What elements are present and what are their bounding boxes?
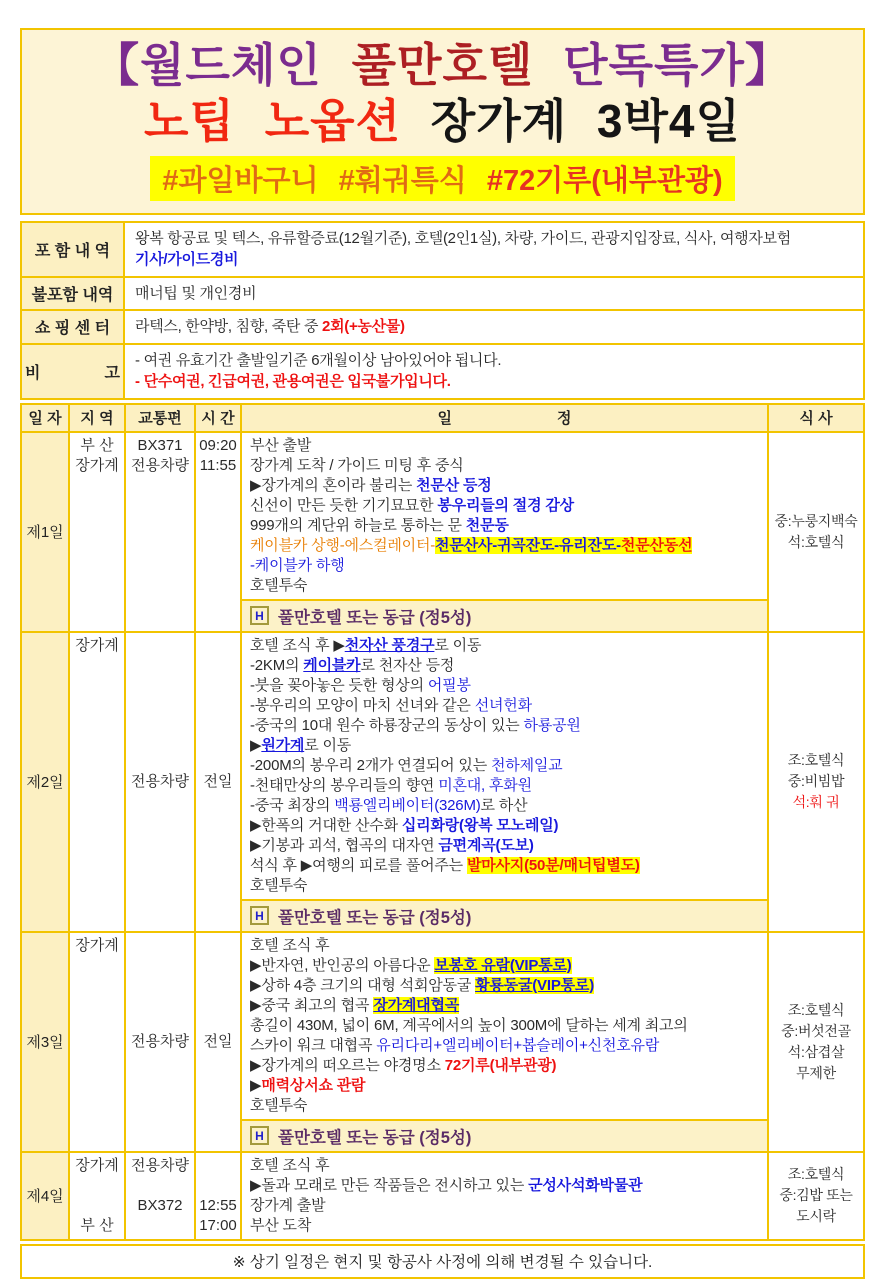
info-table xyxy=(20,221,865,400)
text-run: #72기루(내부관광) xyxy=(486,164,723,197)
time-cell xyxy=(194,933,240,1151)
meal-line xyxy=(788,771,845,792)
info-row-label: 비 고 xyxy=(22,345,125,398)
hotel-banner xyxy=(242,899,767,931)
text-run: ▶장가계의 혼이라 불리는 xyxy=(250,476,417,494)
schedule-line xyxy=(250,1016,763,1036)
schedule-line xyxy=(250,956,763,976)
schedule-line xyxy=(250,1056,763,1076)
text-run: 조:호텔식 xyxy=(787,752,845,769)
col-line xyxy=(95,1176,99,1196)
schedule-line xyxy=(250,1196,763,1216)
text-run: 중:버섯전골 xyxy=(781,1022,851,1039)
header-transport: 교통편 xyxy=(124,405,194,431)
col-line: 부 산 xyxy=(80,436,114,454)
text-run: 무제한 xyxy=(796,1064,836,1081)
col-line: 부 산 xyxy=(80,1216,114,1234)
text-run: -케이블카 하행 xyxy=(250,556,345,574)
info-row-label: 불포함 내역 xyxy=(22,278,125,310)
text-run: 봉우리들의 절경 감상 xyxy=(437,496,574,514)
info-row xyxy=(22,276,863,310)
hotel-name: 풀만호텔 또는 동급 (정5성) xyxy=(278,608,472,627)
transport-cell xyxy=(124,633,194,931)
highlighted-text: 천문산동선 xyxy=(620,536,693,554)
text-run: 석:훠 궈 xyxy=(792,794,840,811)
text-run: 석:호텔식 xyxy=(787,533,845,550)
text-run: -중국 최장의 xyxy=(250,796,335,814)
col-line: 11:55 xyxy=(199,456,237,474)
highlighted-text: 보봉호 유람(VIP통로) xyxy=(434,956,572,974)
day-row xyxy=(22,631,863,931)
text-run: 왕복 항공료 및 텍스, 유류할증료(12월기준), 호텔(2인1실), 차량, 가이드, 관광지입장료, 식사, 여행자보험 xyxy=(135,229,791,247)
text-run: 중:김밥 또는 xyxy=(779,1187,853,1204)
footer-note: ※ 상기 일정은 현지 및 항공사 사정에 의해 변경될 수 있습니다. xyxy=(20,1244,865,1279)
text-run: 중:비빔밥 xyxy=(787,773,845,790)
col-line xyxy=(95,1196,99,1216)
schedule-line xyxy=(250,776,763,796)
text-run: 천자산 풍경구 xyxy=(344,636,435,654)
info-row-content xyxy=(125,278,863,310)
col-line: BX372 xyxy=(137,1196,183,1214)
itinerary-days xyxy=(22,431,863,1239)
header-day: 일 자 xyxy=(22,405,68,431)
schedule-line xyxy=(250,696,763,716)
schedule-line xyxy=(250,436,763,456)
info-line xyxy=(135,371,857,393)
region-cell xyxy=(68,933,124,1151)
col-line: 장가계 xyxy=(75,1156,119,1174)
transport-cell xyxy=(124,433,194,631)
schedule-line xyxy=(250,496,763,516)
text-run: 장가계 도착 / 가이드 미팅 후 중식 xyxy=(250,456,464,474)
info-row-label: 쇼 핑 센 터 xyxy=(22,311,125,343)
col-line: 장가계 xyxy=(75,936,119,954)
text-run: 72기루(내부관광) xyxy=(444,1056,557,1074)
schedule-line xyxy=(250,536,763,556)
col-line: 17:00 xyxy=(199,1216,237,1234)
schedule-line xyxy=(250,656,763,676)
meal-line xyxy=(775,511,858,532)
day-label-cell: 제2일 xyxy=(22,633,68,931)
text-run: 원가계 xyxy=(261,736,305,754)
schedule-line xyxy=(250,576,763,596)
transport-cell xyxy=(124,933,194,1151)
text-run: 2회(+농산물) xyxy=(322,318,405,336)
meal-cell xyxy=(767,433,863,631)
text-run: -2KM의 xyxy=(250,656,304,674)
highlighted-text: 황룡동굴(VIP통로) xyxy=(475,976,595,994)
info-row-label: 포 함 내 역 xyxy=(22,223,125,276)
text-run: 호텔투숙 xyxy=(250,1096,308,1114)
text-run: - 여권 유효기간 출발일기준 6개월이상 남아있어야 됩니다. xyxy=(135,351,502,369)
text-run: ▶한폭의 거대한 산수화 xyxy=(250,816,402,834)
text-run: 석식 후 ▶여행의 피로를 풀어주는 xyxy=(250,856,467,874)
meal-line xyxy=(788,532,845,553)
text-run: 천문동 xyxy=(465,516,509,534)
meal-line xyxy=(788,1164,845,1185)
itinerary-table xyxy=(20,403,865,1241)
info-row-content xyxy=(125,345,863,398)
text-run: 유리다리+엘리베이터+봅슬레이+신천호유람 xyxy=(376,1036,660,1054)
header-meal: 식 사 xyxy=(767,405,863,431)
hotel-banner xyxy=(242,1119,767,1151)
col-line: 전용차량 xyxy=(131,1032,189,1050)
text-run: 석:삼겹살 xyxy=(787,1043,845,1060)
col-line xyxy=(216,1156,220,1176)
meal-cell xyxy=(767,633,863,931)
info-row xyxy=(22,343,863,398)
schedule-line xyxy=(250,936,763,956)
text-run: 천하제일교 xyxy=(490,756,563,774)
col-line: 12:55 xyxy=(199,1196,237,1214)
page-title xyxy=(22,38,863,92)
col-line: BX371 xyxy=(137,436,183,454)
text-run: 도시락 xyxy=(796,1208,836,1225)
info-line xyxy=(135,228,857,250)
schedule-cell xyxy=(240,933,767,1151)
text-run: -천태만상의 봉우리들의 향연 xyxy=(250,776,439,794)
schedule-line xyxy=(250,456,763,476)
text-run: 999개의 계단위 하늘로 통하는 문 xyxy=(250,516,466,534)
schedule-line xyxy=(250,796,763,816)
text-run: -붓을 꽂아놓은 듯한 형상의 xyxy=(250,676,428,694)
header-schedule: 일 정 xyxy=(240,405,767,431)
info-line xyxy=(135,316,857,338)
schedule-line xyxy=(250,1156,763,1176)
schedule-lines xyxy=(242,1153,767,1239)
col-line: 09:20 xyxy=(199,436,237,454)
schedule-line xyxy=(250,856,763,876)
hotel-banner xyxy=(242,599,767,631)
schedule-line xyxy=(250,716,763,736)
schedule-line xyxy=(250,556,763,576)
text-run: ▶기봉과 괴석, 협곡의 대자연 xyxy=(250,836,439,854)
meal-line xyxy=(788,1000,845,1021)
text-run: 신선이 만든 듯한 기기묘묘한 xyxy=(250,496,438,514)
text-run: 조:호텔식 xyxy=(787,1166,845,1183)
text-run: ▶상하 4층 크기의 대형 석회암동굴 xyxy=(250,976,476,994)
meal-line xyxy=(788,750,845,771)
schedule-cell xyxy=(240,433,767,631)
col-line: 전용차량 xyxy=(131,1156,189,1174)
meal-cell xyxy=(767,1153,863,1239)
text-run: 중:누룽지백숙 xyxy=(774,512,858,529)
text-run: 단독특가】 xyxy=(533,39,792,91)
text-run: 백룡엘리베이터(326M) xyxy=(334,796,481,814)
info-line xyxy=(135,283,857,305)
text-run: 【월드체인 xyxy=(93,39,352,91)
text-run: ▶중국 최고의 협곡 xyxy=(250,996,374,1014)
schedule-line xyxy=(250,1216,763,1236)
text-run: 미혼대, 후화원 xyxy=(438,776,532,794)
info-line xyxy=(135,350,857,372)
text-run: 총길이 430M, 넓이 6M, 계곡에서의 높이 300M에 달하는 세계 최고의 xyxy=(250,1016,688,1034)
text-run: 부산 출발 xyxy=(250,436,312,454)
text-run: ▶ xyxy=(250,1076,262,1094)
text-run: 로 이동 xyxy=(304,736,352,754)
text-run: 로 하산 xyxy=(480,796,528,814)
text-run: 매력상서쇼 관람 xyxy=(261,1076,366,1094)
text-run: 케이블카 상행-에스컬레이터- xyxy=(250,536,436,554)
text-run: 호텔 조식 후 xyxy=(250,936,330,954)
time-cell xyxy=(194,633,240,931)
schedule-line xyxy=(250,976,763,996)
col-line: 전용차량 xyxy=(131,772,189,790)
schedule-line xyxy=(250,1076,763,1096)
hashtag-banner xyxy=(150,156,734,201)
text-run: 호텔투숙 xyxy=(250,876,308,894)
day-row xyxy=(22,431,863,631)
info-row xyxy=(22,223,863,276)
text-run: 군성사석화박물관 xyxy=(528,1176,643,1194)
hotel-icon: H xyxy=(250,606,269,625)
text-run: 케이블카 xyxy=(303,656,361,674)
text-run: ▶반자연, 반인공의 아름다운 xyxy=(250,956,435,974)
text-run: 로 천자산 등정 xyxy=(360,656,455,674)
col-line: 전일 xyxy=(203,772,233,790)
schedule-line xyxy=(250,1036,763,1056)
text-run: 장가계 3박4일 xyxy=(430,95,741,148)
info-row xyxy=(22,309,863,343)
region-cell xyxy=(68,1153,124,1239)
schedule-line xyxy=(250,836,763,856)
meal-line xyxy=(781,1021,851,1042)
text-run: ▶장가계의 떠오르는 야경명소 xyxy=(250,1056,445,1074)
schedule-line xyxy=(250,1096,763,1116)
text-run: 천문산 등정 xyxy=(416,476,492,494)
schedule-cell xyxy=(240,633,767,931)
highlighted-text: 천문산사-귀곡잔도-유리잔도- xyxy=(435,536,621,554)
day-row xyxy=(22,931,863,1151)
hotel-icon: H xyxy=(250,906,269,925)
info-row-content xyxy=(125,223,863,276)
text-run: 기사/가이드경비 xyxy=(135,251,239,269)
text-run: 십리화랑(왕복 모노레일) xyxy=(401,816,559,834)
text-run: 호텔투숙 xyxy=(250,576,308,594)
day-label-cell: 제3일 xyxy=(22,933,68,1151)
day-row xyxy=(22,1151,863,1239)
text-run: 어필봉 xyxy=(427,676,471,694)
text-run: 조:호텔식 xyxy=(787,1001,845,1018)
col-line xyxy=(158,1216,162,1236)
schedule-line xyxy=(250,996,763,1016)
info-row-content xyxy=(125,311,863,343)
day-label-cell: 제4일 xyxy=(22,1153,68,1239)
col-line xyxy=(158,1176,162,1196)
schedule-line xyxy=(250,816,763,836)
meal-line xyxy=(796,1206,836,1227)
schedule-line xyxy=(250,1176,763,1196)
schedule-line xyxy=(250,516,763,536)
itinerary-header-row xyxy=(22,405,863,431)
day-label-cell: 제1일 xyxy=(22,433,68,631)
text-run: ▶ xyxy=(250,736,262,754)
col-line: 장가계 xyxy=(75,456,119,474)
text-run: -봉우리의 모양이 마치 선녀와 같은 xyxy=(250,696,475,714)
text-run: #과일바구니 #훠궈특식 xyxy=(162,164,487,197)
schedule-lines xyxy=(242,633,767,899)
time-cell xyxy=(194,433,240,631)
meal-line xyxy=(779,1185,852,1206)
hashtag-row xyxy=(22,156,863,201)
schedule-line xyxy=(250,876,763,896)
meal-line xyxy=(788,1042,845,1063)
schedule-line xyxy=(250,736,763,756)
text-run: -중국의 10대 원수 하룡장군의 동상이 있는 xyxy=(250,716,524,734)
meal-cell xyxy=(767,933,863,1151)
schedule-lines xyxy=(242,933,767,1119)
col-line: 전일 xyxy=(203,1032,233,1050)
text-run: 금편계곡(도보) xyxy=(438,836,534,854)
text-run: 호텔 조식 후 xyxy=(250,1156,330,1174)
text-run: 하룡공원 xyxy=(523,716,581,734)
text-run: 부산 도착 xyxy=(250,1216,312,1234)
col-line: 전용차량 xyxy=(131,456,189,474)
schedule-lines xyxy=(242,433,767,599)
text-run: 라텍스, 한약방, 침향, 죽탄 중 xyxy=(135,318,323,336)
schedule-line xyxy=(250,476,763,496)
highlighted-text: 발마사지(50분/매너팁별도) xyxy=(466,856,640,874)
meal-line xyxy=(796,1063,836,1084)
highlighted-text: 장가계대협곡 xyxy=(373,996,460,1014)
schedule-cell xyxy=(240,1153,767,1239)
col-line xyxy=(216,1176,220,1196)
title-banner xyxy=(20,28,865,215)
text-run: 스카이 워크 대협곡 xyxy=(250,1036,377,1054)
text-run: 장가계 출발 xyxy=(250,1196,326,1214)
time-cell xyxy=(194,1153,240,1239)
text-run: 선녀헌화 xyxy=(474,696,532,714)
region-cell xyxy=(68,433,124,631)
meal-line xyxy=(793,792,840,813)
col-line: 장가계 xyxy=(75,636,119,654)
info-line xyxy=(135,249,857,271)
schedule-line xyxy=(250,636,763,656)
transport-cell xyxy=(124,1153,194,1239)
text-run: -200M의 봉우리 2개가 연결되어 있는 xyxy=(250,756,491,774)
text-run: ▶돌과 모래로 만든 작품들은 전시하고 있는 xyxy=(250,1176,529,1194)
text-run: 노팁 노옵션 xyxy=(144,95,431,148)
text-run: 로 이동 xyxy=(434,636,482,654)
text-run: - 단수여권, 긴급여권, 관용여권은 입국불가입니다. xyxy=(135,373,451,391)
text-run: 호텔 조식 후 ▶ xyxy=(250,636,345,654)
hotel-name: 풀만호텔 또는 동급 (정5성) xyxy=(278,908,472,927)
header-region: 지 역 xyxy=(68,405,124,431)
text-run: 풀만호텔 xyxy=(351,39,534,91)
hotel-icon: H xyxy=(250,1126,269,1145)
schedule-line xyxy=(250,756,763,776)
text-run: 매너팁 및 개인경비 xyxy=(135,284,257,302)
schedule-line xyxy=(250,676,763,696)
header-time: 시 간 xyxy=(194,405,240,431)
region-cell xyxy=(68,633,124,931)
hotel-name: 풀만호텔 또는 동급 (정5성) xyxy=(278,1128,472,1147)
page-subtitle xyxy=(22,94,863,148)
